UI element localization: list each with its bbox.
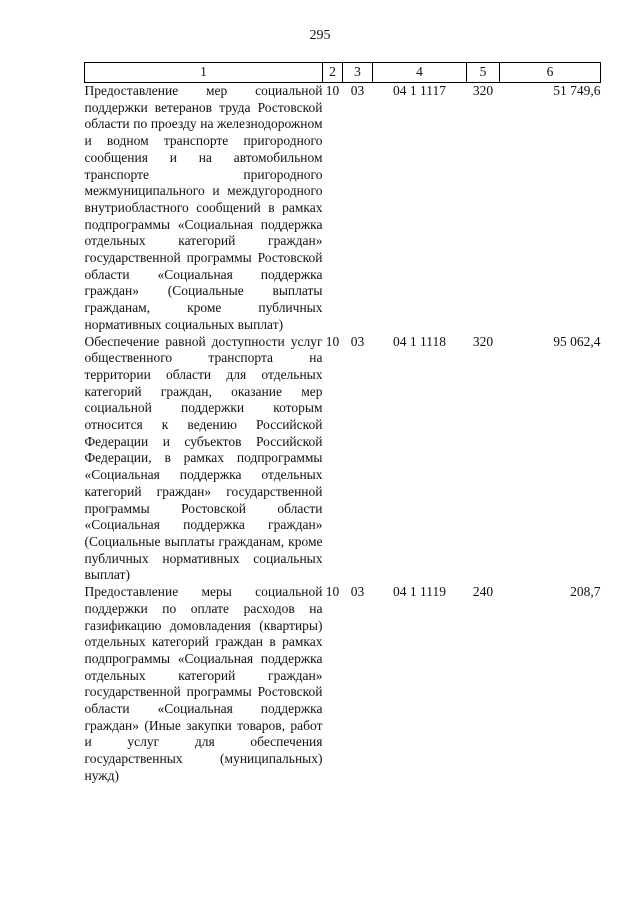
- header-col-6: 6: [500, 63, 601, 83]
- row-subsection-code: 03: [350, 333, 365, 349]
- table-row: [85, 334, 601, 585]
- header-col-2: 2: [323, 63, 343, 83]
- row-description: Обеспечение равной доступности услуг общественного транспорта на территории области для отдельных категорий граждан, оказание мер социальной поддержки которым относится к ведению Российской Федерации и субъектов Российской Федерации, в рамках подпрограммы «Социальная поддержка отдельных категорий граждан» государственной программы Ростовской области «Социальная поддержка граждан» (Социальные выплаты гражданам, кроме публичных нормативных социальных выплат): [84, 333, 323, 583]
- row-section-code: 10: [325, 333, 340, 349]
- row-description: Предоставление мер социальной поддержки ветеранов труда Ростовской области по проезду на железнодорожном и водном транспорте пригородного сообщения и на автомобильном транспорте пригородного межмуниципального и междугородного внутриобластного сообщений в рамках подпрограммы «Социальная поддержка отдельных категорий граждан» государственной программы Ростовской области «Социальная поддержка граждан» (Социальные выплаты гражданам, кроме публичных нормативных социальных выплат): [84, 83, 323, 332]
- row-section-code: 10: [325, 584, 340, 600]
- header-col-1: 1: [85, 63, 323, 83]
- row-expense-type: 240: [472, 584, 494, 600]
- page-number: 295: [309, 28, 331, 43]
- row-target-article: 04 1 1118: [393, 333, 446, 349]
- table-header-row: [85, 63, 601, 83]
- row-amount: 208,7: [570, 584, 601, 600]
- row-section-code: 10: [325, 83, 340, 98]
- row-subsection-code: 03: [350, 584, 365, 600]
- row-target-article: 04 1 1117: [393, 83, 446, 98]
- header-col-4: 4: [373, 63, 467, 83]
- row-amount: 51 749,6: [553, 83, 601, 98]
- row-target-article: 04 1 1119: [393, 584, 446, 600]
- row-amount: 95 062,4: [553, 333, 601, 349]
- header-col-5: 5: [467, 63, 500, 83]
- row-subsection-code: 03: [350, 83, 365, 98]
- budget-table: [84, 62, 601, 785]
- table-row: [85, 584, 601, 784]
- table-row: [85, 83, 601, 334]
- header-col-3: 3: [343, 63, 373, 83]
- row-description: Предоставление меры социальной поддержки по оплате расходов на газификацию домовладения (квартиры) отдельных категорий граждан в рамках подпрограммы «Социальная поддержка отдельных категорий граждан» государственной программы Ростовской области «Социальная поддержка граждан» (Иные закупки товаров, работ и услуг для обеспечения государственных (муниципальных) нужд): [84, 584, 323, 783]
- row-expense-type: 320: [472, 83, 494, 98]
- row-expense-type: 320: [472, 333, 494, 349]
